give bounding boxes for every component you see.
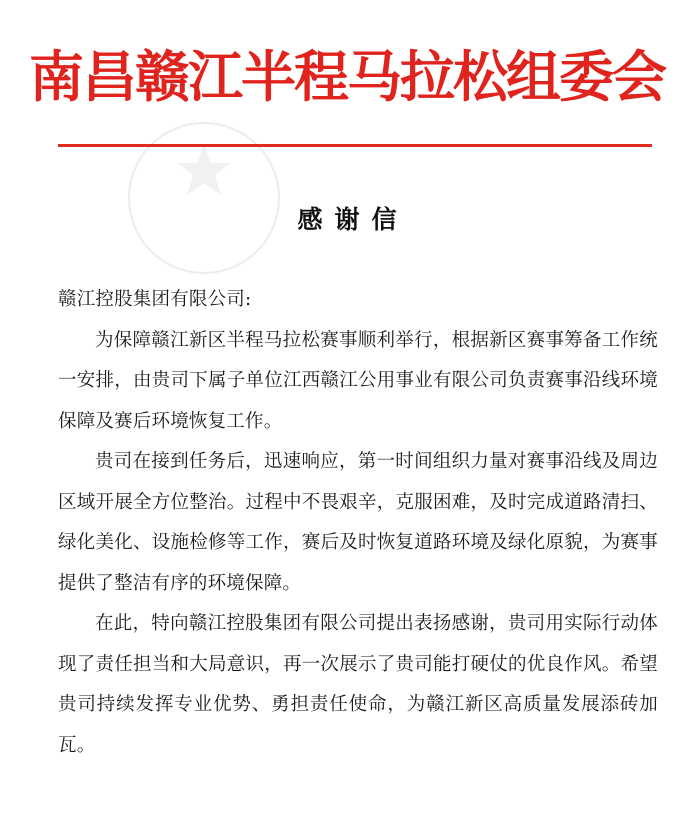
letter-paragraph: 在此，特向赣江控股集团有限公司提出表扬感谢，贵司用实际行动体现了责任担当和大局意识，再一次展示了贵司能打硬仗的优良作风。希望贵司持续发挥专业优势、勇担责任使命，为赣江新区高质量发展添砖加瓦。: [58, 613, 658, 756]
letter-paragraph: 贵司在接到任务后，迅速响应，第一时间组织力量对赛事沿线及周边区域开展全方位整治。过程中不畏艰辛，克服困难，及时完成道路清扫、绿化美化、设施检修等工作，赛后及时恢复道路环境及绿化原貌，为赛事提供了整洁有序的环境保障。: [58, 451, 658, 594]
letter-paragraph: 为保障赣江新区半程马拉松赛事顺利举行，根据新区赛事筹备工作统一安排，由贵司下属子单位江西赣江公用事业有限公司负责赛事沿线环境保障及赛后环境恢复工作。: [58, 329, 658, 432]
letterhead-red-rule: [58, 144, 652, 147]
letter-title: 感谢信: [297, 205, 409, 234]
letter-body: [58, 280, 658, 766]
letter-salutation: 赣江控股集团有限公司:: [58, 289, 252, 310]
star-icon: [174, 142, 234, 200]
letterhead-organization-name: 南昌赣江半程马拉松组委会: [28, 44, 665, 109]
